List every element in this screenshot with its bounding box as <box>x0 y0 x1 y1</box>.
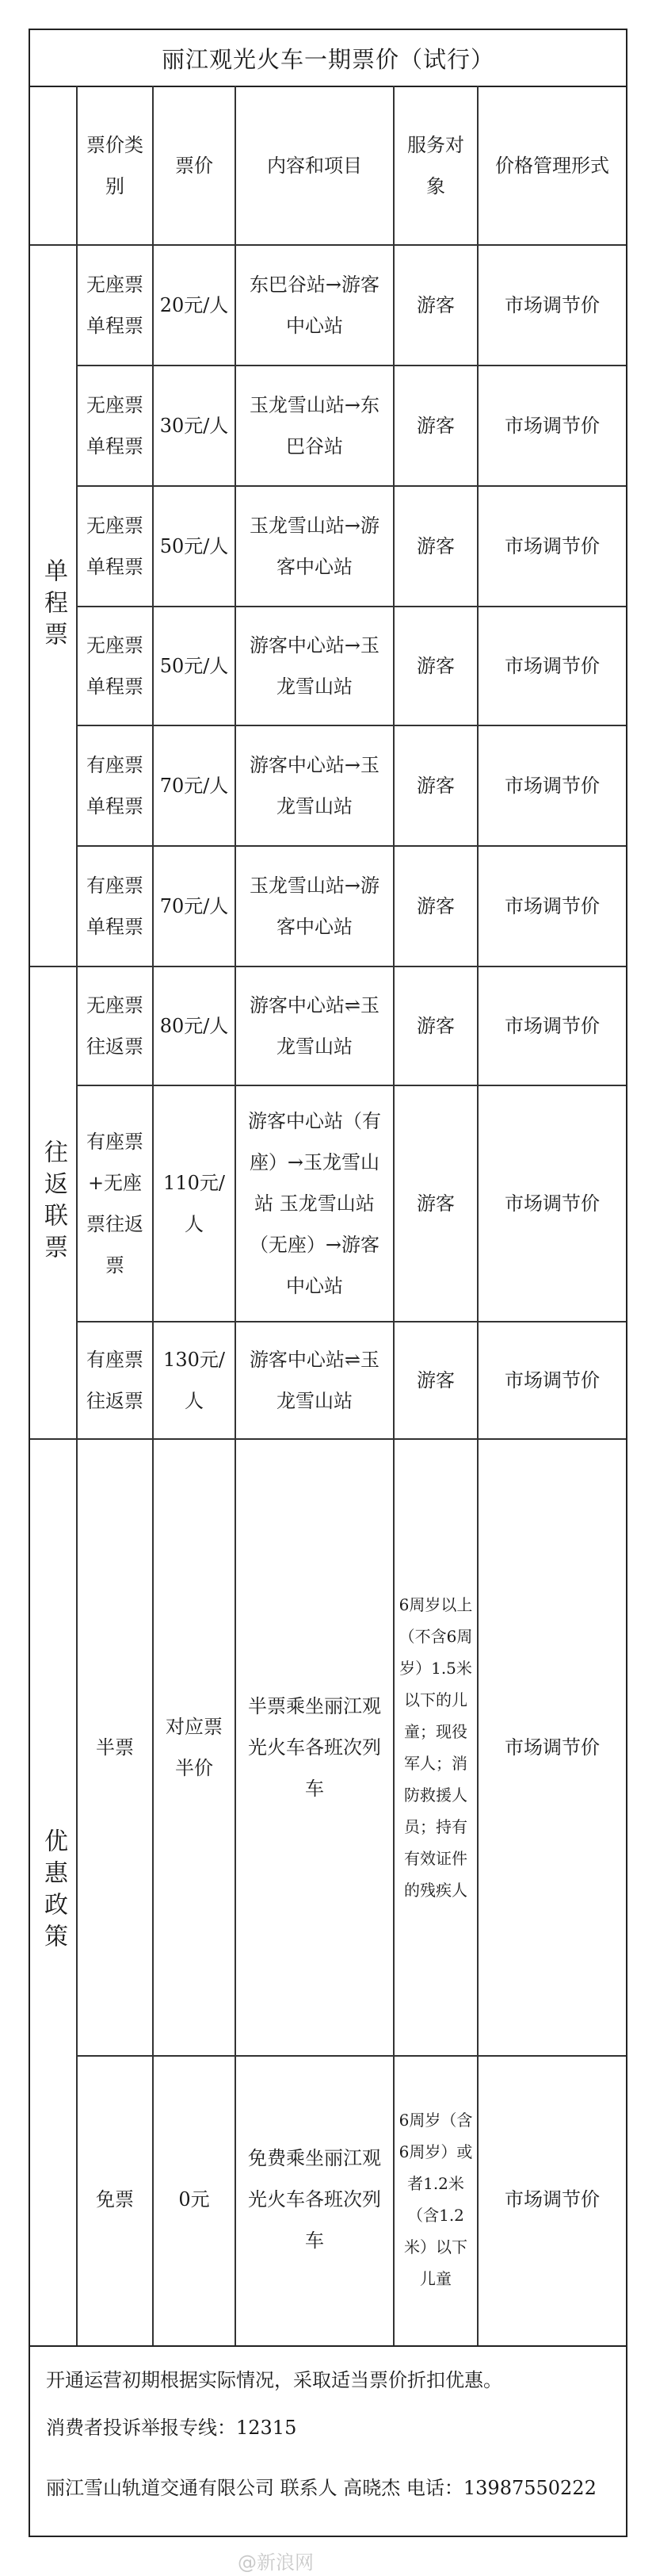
grid-line <box>393 86 395 2345</box>
cell-mgmt: 市场调节价 <box>505 415 600 437</box>
grid-line <box>235 86 236 2345</box>
header-content: 内容和项目 <box>267 155 362 177</box>
cell-service: 游客 <box>417 415 455 437</box>
grid-line <box>76 845 626 847</box>
cell-price: 50元/人 <box>159 535 229 557</box>
grid-line <box>76 2055 626 2057</box>
cell-type: 有座票+无座票往返票 <box>86 1131 143 1277</box>
price-table <box>29 29 627 2537</box>
cell-content: 玉龙雪山站→东巴谷站 <box>249 394 380 457</box>
cell-type: 无座票往返票 <box>86 994 143 1058</box>
cell-price: 50元/人 <box>159 655 229 677</box>
cell-type: 无座票单程票 <box>86 394 143 457</box>
grid-line <box>30 1438 626 1440</box>
cell-content: 玉龙雪山站→游客中心站 <box>249 875 380 938</box>
cell-mgmt: 市场调节价 <box>505 1015 600 1037</box>
cell-service: 游客 <box>417 535 455 557</box>
cell-mgmt: 市场调节价 <box>505 1736 600 1759</box>
grid-line <box>76 485 626 487</box>
cell-price: 对应票半价 <box>166 1716 223 1779</box>
cell-service: 游客 <box>417 1369 455 1391</box>
cell-type: 有座票单程票 <box>86 754 143 817</box>
grid-line <box>152 86 154 2345</box>
header-service: 服务对象 <box>407 134 464 197</box>
grid-line <box>76 606 626 607</box>
header-ticket-type: 票价类别 <box>86 134 143 197</box>
cell-service: 游客 <box>417 895 455 917</box>
group-round-trip <box>30 967 76 1438</box>
cell-type: 有座票单程票 <box>86 875 143 938</box>
cell-mgmt: 市场调节价 <box>505 294 600 316</box>
cell-type: 无座票单程票 <box>86 274 143 337</box>
cell-mgmt: 市场调节价 <box>505 655 600 677</box>
cell-content: 游客中心站→玉龙雪山站 <box>249 634 380 698</box>
cell-content: 玉龙雪山站→游客中心站 <box>249 515 380 578</box>
grid-line <box>76 86 78 2345</box>
cell-content: 半票乘坐丽江观光火车各班次列车 <box>248 1695 381 1800</box>
grid-line <box>76 725 626 726</box>
table-title: 丽江观光火车一期票价（试行） <box>30 30 626 87</box>
watermark: @新浪网 <box>238 2551 314 2574</box>
cell-mgmt: 市场调节价 <box>505 775 600 797</box>
cell-price: 80元/人 <box>159 1015 229 1037</box>
cell-mgmt: 市场调节价 <box>505 535 600 557</box>
cell-type: 无座票单程票 <box>86 515 143 578</box>
grid-line <box>477 86 479 2345</box>
cell-content: 免费乘坐丽江观光火车各班次列车 <box>248 2147 381 2252</box>
cell-mgmt: 市场调节价 <box>505 895 600 917</box>
cell-service: 6周岁以上（不含6周岁）1.5米以下的儿童；现役军人；消防救援人员；持有有效证件的残疾人 <box>399 1595 473 1900</box>
header-management: 价格管理形式 <box>495 155 609 177</box>
cell-content: 游客中心站⇌玉龙雪山站 <box>249 994 380 1058</box>
grid-line <box>30 966 626 967</box>
note-hotline: 消费者投诉举报专线：12315 <box>46 2417 297 2439</box>
cell-type: 无座票单程票 <box>86 634 143 698</box>
cell-type: 半票 <box>96 1736 134 1759</box>
notes-section <box>30 2345 626 2536</box>
cell-service: 游客 <box>417 1192 455 1215</box>
cell-content: 游客中心站⇌玉龙雪山站 <box>249 1349 380 1412</box>
cell-service: 游客 <box>417 775 455 797</box>
cell-content: 游客中心站（有座）→玉龙雪山站 玉龙雪山站（无座）→游客中心站 <box>248 1110 381 1297</box>
cell-content: 游客中心站→玉龙雪山站 <box>249 754 380 817</box>
cell-mgmt: 市场调节价 <box>505 1192 600 1215</box>
grid-line <box>30 244 626 246</box>
cell-price: 20元/人 <box>159 294 229 316</box>
cell-price: 30元/人 <box>159 415 229 437</box>
cell-type: 有座票往返票 <box>86 1349 143 1412</box>
cell-service: 游客 <box>417 655 455 677</box>
cell-price: 70元/人 <box>159 775 229 797</box>
group-label: 往返联票 <box>40 1139 67 1266</box>
grid-line <box>76 1085 626 1086</box>
cell-mgmt: 市场调节价 <box>505 1369 600 1391</box>
header-price: 票价 <box>175 155 213 177</box>
cell-price: 110元/人 <box>163 1172 225 1235</box>
cell-content: 东巴谷站→游客中心站 <box>249 274 380 337</box>
cell-price: 70元/人 <box>159 895 229 917</box>
grid-line <box>76 1321 626 1322</box>
group-single-trip <box>30 246 76 966</box>
group-label: 单程票 <box>40 558 67 653</box>
cell-type: 免票 <box>96 2188 134 2210</box>
group-label: 优惠政策 <box>40 1828 67 1955</box>
cell-mgmt: 市场调节价 <box>505 2188 600 2210</box>
cell-service: 游客 <box>417 1015 455 1037</box>
cell-service: 游客 <box>417 294 455 316</box>
note-contact: 丽江雪山轨道交通有限公司 联系人 高晓杰 电话：13987550222 <box>46 2477 597 2499</box>
note-discount: 开通运营初期根据实际情况，采取适当票价折扣优惠。 <box>46 2369 502 2391</box>
group-discount <box>30 1440 76 2344</box>
cell-price: 130元/人 <box>163 1349 225 1412</box>
grid-line <box>76 365 626 366</box>
cell-price: 0元 <box>178 2188 210 2210</box>
cell-service: 6周岁（含6周岁）或者1.2米（含1.2米）以下儿童 <box>399 2111 473 2288</box>
